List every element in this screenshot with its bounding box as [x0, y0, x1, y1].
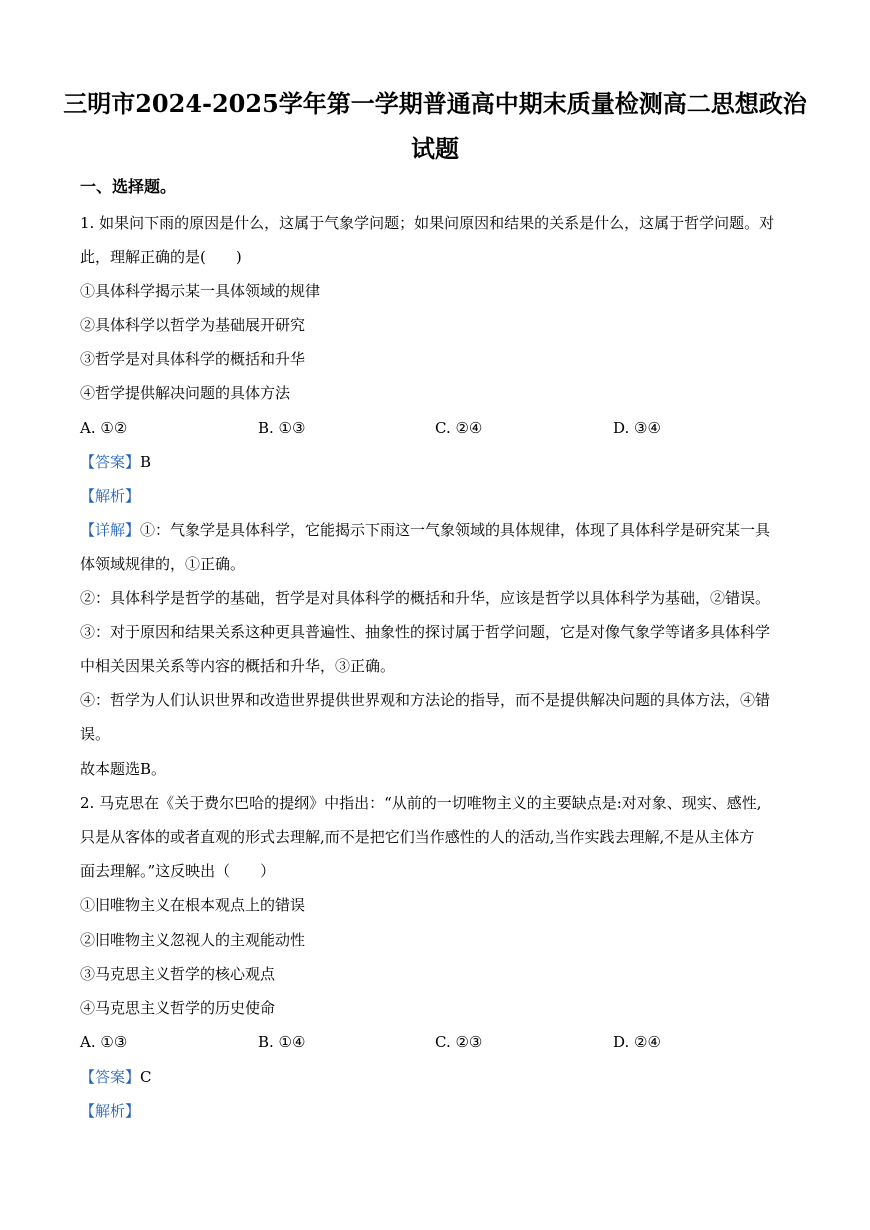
question-2-option-b: B. ①④	[258, 1033, 306, 1051]
answer-tag: 【答案】	[80, 453, 141, 471]
question-1-stem: 1. 如果问下雨的原因是什么，这属于气象学问题；如果问原因和结果的关系是什么，这属于哲学问题。对	[80, 214, 775, 232]
question-1-statement-1: ①具体科学揭示某一具体领域的规律	[80, 282, 321, 300]
question-1-answer-value: B	[140, 453, 152, 471]
question-2-option-a: A. ①③	[80, 1033, 128, 1051]
question-2-statement-4: ④马克思主义哲学的历史使命	[80, 999, 276, 1017]
question-1-option-a: A. ①②	[80, 419, 128, 437]
document-title-continued: 试题	[411, 134, 459, 163]
detail-tag: 【详解】	[80, 521, 141, 539]
analysis-tag: 【解析】	[80, 487, 141, 505]
document-title: 三明市2024-2025学年第一学期普通高中期末质量检测高二思想政治	[63, 89, 807, 118]
question-1-detail-2: 体领域规律的，①正确。	[80, 555, 246, 573]
question-2-answer	[80, 1066, 152, 1088]
question-1-stem-continued: 此，理解正确的是( )	[80, 248, 242, 266]
question-2-stem-continued: 只是从客体的或者直观的形式去理解,而不是把它们当作感性的人的活动,当作实践去理解,不是从主体方	[80, 828, 755, 846]
question-1-option-c: C. ②④	[435, 419, 483, 437]
question-1-statement-4: ④哲学提供解决问题的具体方法	[80, 384, 291, 402]
question-2-statement-3: ③马克思主义哲学的核心观点	[80, 965, 276, 983]
question-1-detail-3: ②：具体科学是哲学的基础，哲学是对具体科学的概括和升华，应该是哲学以具体科学为基础，②错误。	[80, 589, 771, 607]
question-1-detail-1	[80, 519, 770, 541]
question-1-option-d: D. ③④	[613, 419, 661, 437]
question-1-answer	[80, 451, 151, 473]
question-1-statement-2: ②具体科学以哲学为基础展开研究	[80, 316, 306, 334]
question-2-statement-2: ②旧唯物主义忽视人的主观能动性	[80, 931, 306, 949]
analysis-tag: 【解析】	[80, 1102, 141, 1120]
question-1-detail-7: 误。	[80, 725, 111, 743]
question-1-detail-6: ④：哲学为人们认识世界和改造世界提供世界观和方法论的指导，而不是提供解决问题的具体方法，④错	[80, 691, 771, 709]
question-2-statement-1: ①旧唯物主义在根本观点上的错误	[80, 896, 306, 914]
question-1-analysis-tag	[80, 485, 140, 507]
question-2-analysis-tag	[80, 1100, 140, 1122]
question-2-option-c: C. ②③	[435, 1033, 483, 1051]
question-1-detail-4: ③：对于原因和结果关系这种更具普遍性、抽象性的探讨属于哲学问题，它是对像气象学等诸多具体科学	[80, 623, 771, 641]
question-1-detail-5: 中相关因果关系等内容的概括和升华，③正确。	[80, 657, 396, 675]
question-2-answer-value: C	[140, 1068, 152, 1086]
question-2-stem: 2. 马克思在《关于费尔巴哈的提纲》中指出：“从前的一切唯物主义的主要缺点是:对对象、现实、感性,	[80, 794, 762, 812]
detail-text: ①：气象学是具体科学，它能揭示下雨这一气象领域的具体规律，体现了具体科学是研究某一具	[140, 521, 771, 539]
question-1-detail-8: 故本题选B。	[80, 760, 167, 778]
question-2-stem-end: 面去理解。”这反映出（ ）	[80, 862, 276, 880]
question-1-statement-3: ③哲学是对具体科学的概括和升华	[80, 350, 306, 368]
question-2-option-d: D. ②④	[613, 1033, 661, 1051]
section-heading: 一、选择题。	[80, 177, 177, 196]
question-1-option-b: B. ①③	[258, 419, 306, 437]
answer-tag: 【答案】	[80, 1068, 141, 1086]
